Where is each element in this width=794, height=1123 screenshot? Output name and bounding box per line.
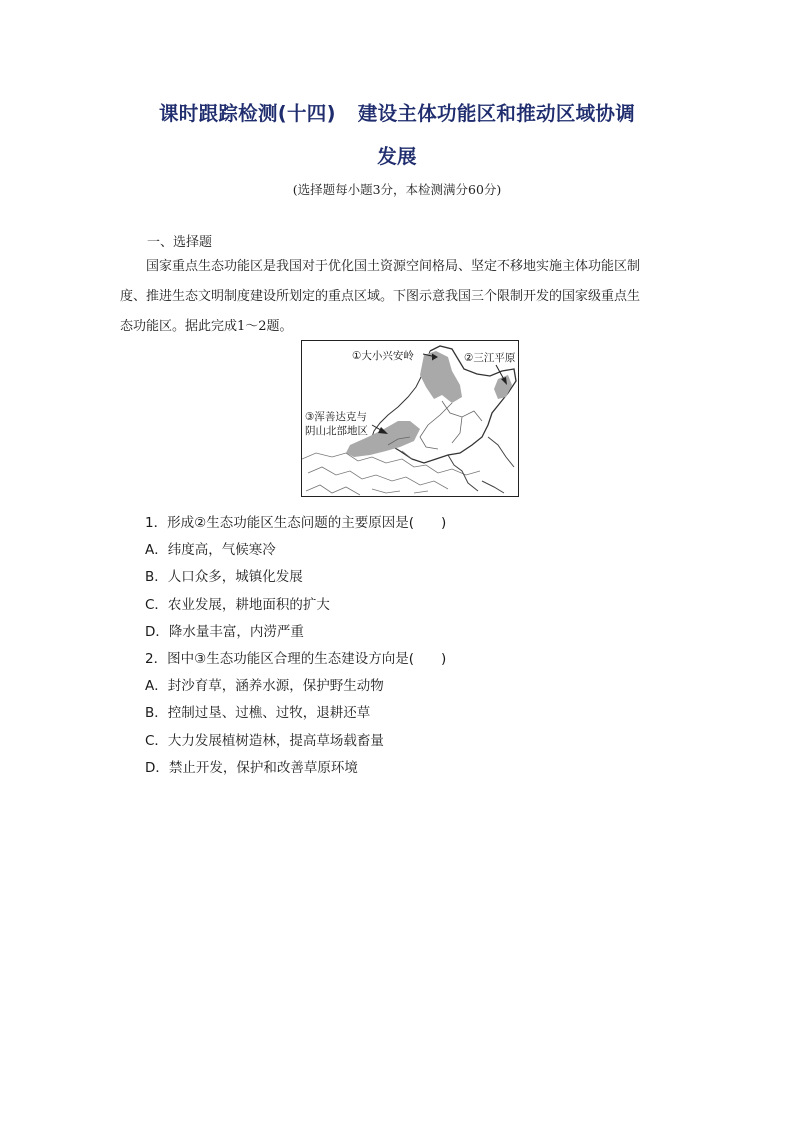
question-1-option-c: C．农业发展，耕地面积的扩大 xyxy=(145,597,330,613)
section-heading: 一、选择题 xyxy=(147,235,213,250)
question-2-option-d: D．禁止开发，保护和改善草原环境 xyxy=(145,760,358,776)
intro-line-1: 国家重点生态功能区是我国对于优化国土资源空间格局、坚定不移地实施主体功能区制 xyxy=(146,259,641,274)
question-1-option-a: A．纬度高，气候寒冷 xyxy=(145,542,276,558)
map-label-hunshandake-1: ③浑善达克与 xyxy=(305,411,367,423)
map-label-da-xiao-xingan: ①大小兴安岭 xyxy=(352,350,414,362)
question-2-option-a: A．封沙育草，涵养水源，保护野生动物 xyxy=(145,678,384,694)
da-xiao-xingan-region xyxy=(420,351,462,403)
score-note: (选择题每小题3分，本检测满分60分) xyxy=(292,182,502,197)
intro-line-3: 态功能区。据此完成1～2题。 xyxy=(120,319,293,334)
question-1-option-d: D．降水量丰富，内涝严重 xyxy=(145,624,304,640)
document-title-line-2: 发展 xyxy=(377,145,417,168)
coastline xyxy=(448,437,514,493)
question-2-option-b: B．控制过垦、过樵、过牧，退耕还草 xyxy=(145,705,371,721)
map-label-hunshandake-2: 阴山北部地区 xyxy=(305,425,368,437)
intro-line-2: 度、推进生态文明制度建设所划定的重点区域。下图示意我国三个限制开发的国家级重点生 xyxy=(120,289,641,304)
question-2-option-c: C．大力发展植树造林，提高草场载畜量 xyxy=(145,733,384,749)
question-1-option-b: B．人口众多，城镇化发展 xyxy=(145,569,303,585)
map-label-sanjiang: ②三江平原 xyxy=(464,352,516,364)
question-2-stem: 2．图中③生态功能区合理的生态建设方向是( ) xyxy=(145,651,447,667)
south-boundaries xyxy=(302,453,480,495)
map-figure xyxy=(301,340,519,497)
map-svg xyxy=(302,341,519,497)
title-part-a: 课时跟踪检测(十四) xyxy=(158,102,336,125)
title-part-b: 建设主体功能区和推动区域协调 xyxy=(357,102,636,125)
document-title-line-1 xyxy=(0,98,794,126)
question-1-stem: 1．形成②生态功能区生态问题的主要原因是( ) xyxy=(145,515,447,531)
